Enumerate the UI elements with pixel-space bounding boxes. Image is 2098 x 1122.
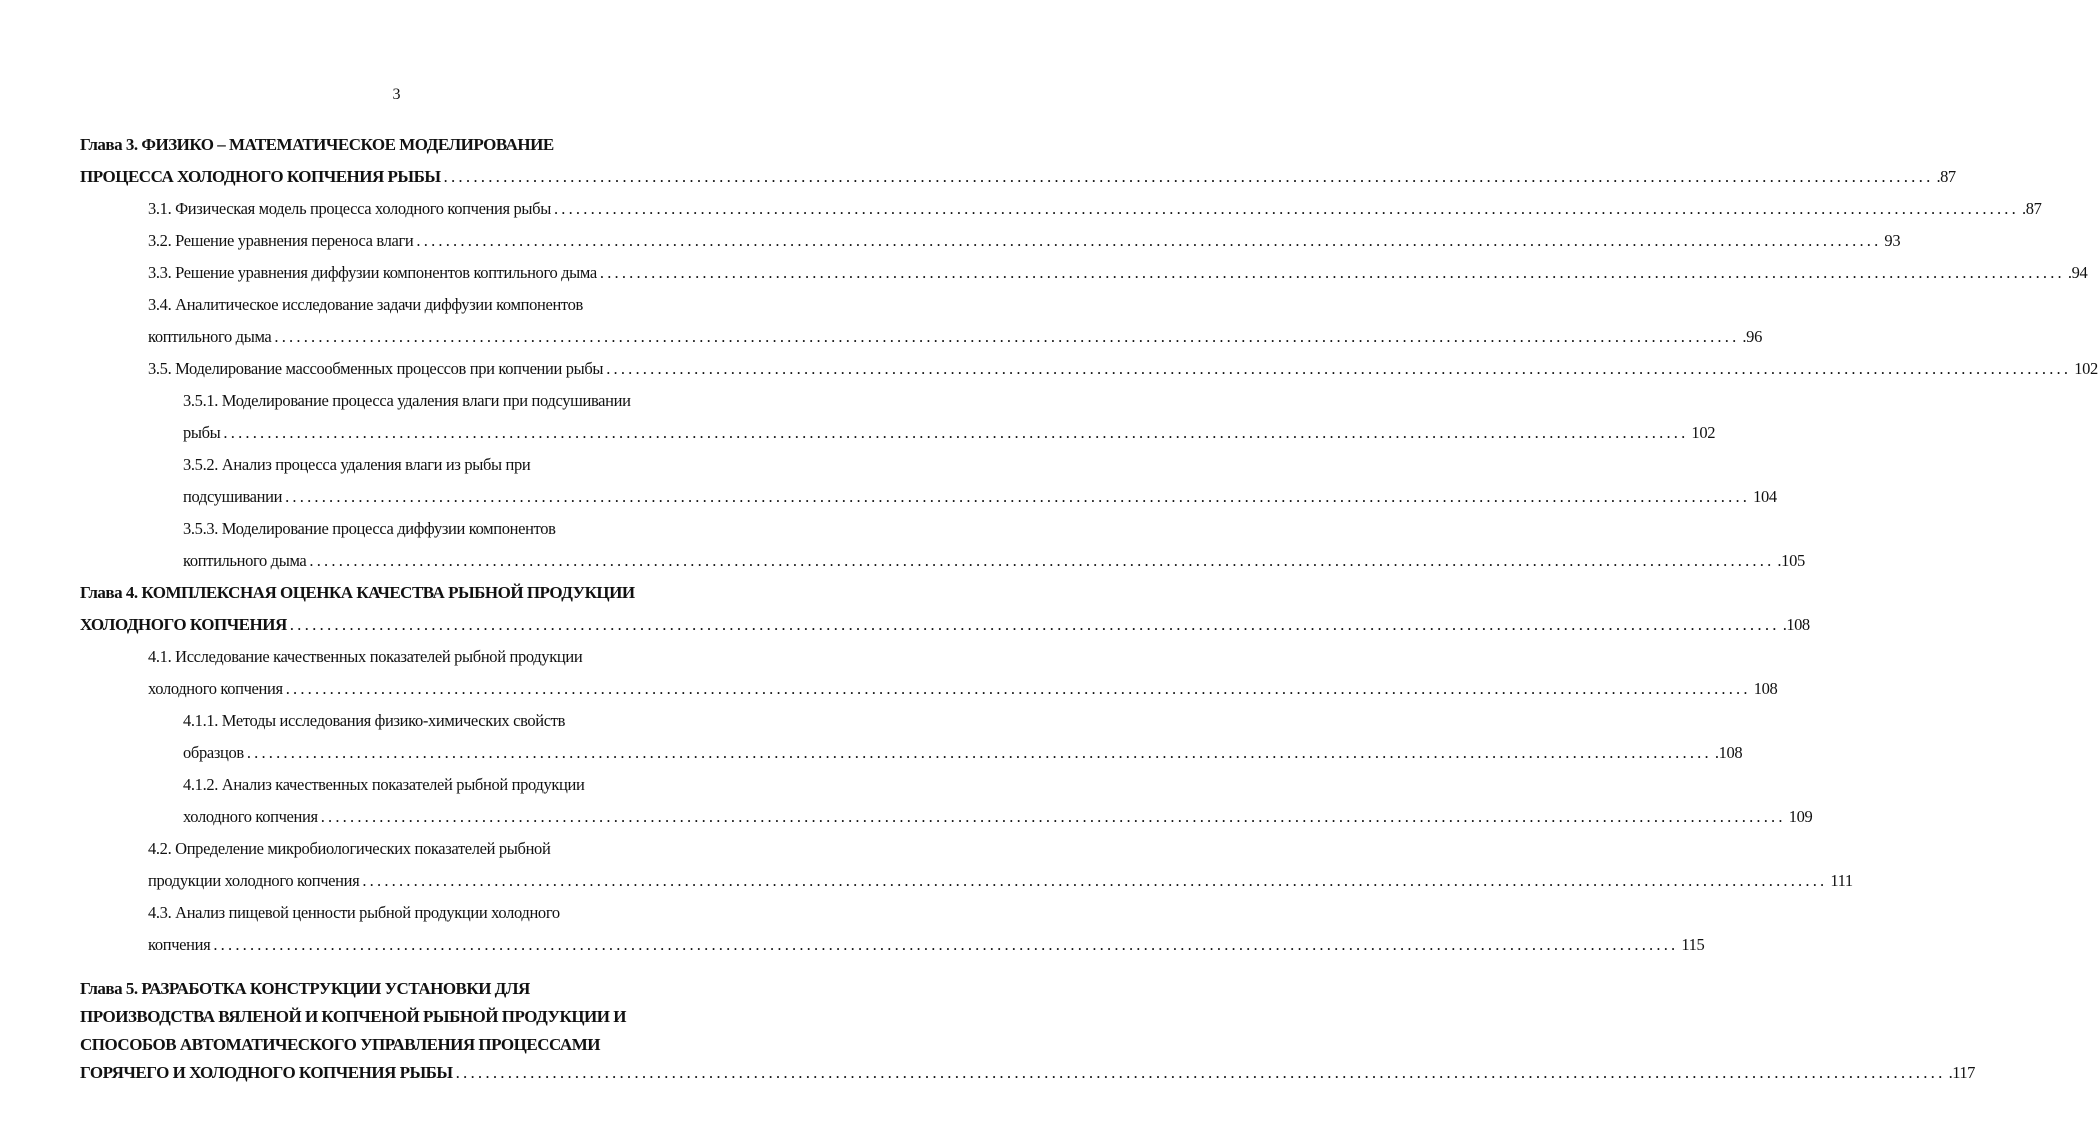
- toc-entry-text: подсушивании: [183, 487, 283, 506]
- toc-section-line: [148, 901, 560, 925]
- toc-entry-text: копчения: [148, 935, 211, 954]
- toc-section-line: [183, 549, 1805, 573]
- toc-section-line: [183, 389, 631, 413]
- toc-entry-text: 3.5. Моделирование массообменных процессов при копчении рыбы: [148, 359, 604, 378]
- dot-leader: ........................................................................................................................................................................................................: [213, 935, 1679, 954]
- toc-entry-text: образцов: [183, 743, 244, 762]
- toc-page-number: .117: [1948, 1063, 1975, 1082]
- dot-leader: ........................................................................................................................................................................................................: [223, 423, 1689, 442]
- toc-section-line: [183, 421, 1716, 445]
- toc-section-line: [183, 741, 1743, 765]
- dot-leader: ........................................................................................................................................................................................................: [599, 263, 2065, 282]
- toc-section-line: [148, 869, 1853, 893]
- toc-chapter-line: [80, 1033, 600, 1057]
- toc-section-line: [183, 485, 1777, 509]
- toc-section-line: [148, 293, 583, 317]
- toc-entry-text: холодного копчения: [148, 679, 283, 698]
- toc-entry-text: Глава 4. КОМПЛЕКСНАЯ ОЦЕНКА КАЧЕСТВА РЫБНОЙ ПРОДУКЦИИ: [80, 583, 635, 602]
- toc-section-line: [183, 773, 584, 797]
- dot-leader: ........................................................................................................................................................................................................: [416, 231, 1882, 250]
- dot-leader: ........................................................................................................................................................................................................: [443, 167, 1934, 186]
- toc-section-line: [148, 229, 1901, 253]
- dot-leader: ........................................................................................................................................................................................................: [309, 551, 1775, 570]
- toc-page-number: .87: [2021, 199, 2042, 218]
- toc-entry-text: 4.1. Исследование качественных показателей рыбной продукции: [148, 647, 583, 666]
- toc-section-line: [148, 197, 2042, 221]
- toc-section-line: [148, 325, 1762, 349]
- dot-leader: ........................................................................................................................................................................................................: [285, 679, 1751, 698]
- toc-section-line: [183, 517, 556, 541]
- toc-section-line: [148, 357, 2098, 381]
- toc-entry-text: 3.5.3. Моделирование процесса диффузии компонентов: [183, 519, 556, 538]
- dot-leader: ........................................................................................................................................................................................................: [455, 1063, 1946, 1082]
- toc-section-line: [148, 837, 550, 861]
- toc-page-number: 102: [1691, 423, 1716, 442]
- toc-entry-text: 4.3. Анализ пищевой ценности рыбной продукции холодного: [148, 903, 560, 922]
- toc-entry-text: ХОЛОДНОГО КОПЧЕНИЯ: [80, 615, 287, 634]
- dot-leader: ........................................................................................................................................................................................................: [553, 199, 2019, 218]
- toc-section-line: [148, 645, 582, 669]
- toc-entry-text: 4.2. Определение микробиологических показателей рыбной: [148, 839, 551, 858]
- toc-section-line: [148, 261, 2088, 285]
- toc-page-number: .87: [1936, 167, 1956, 186]
- toc-entry-text: 3.5.2. Анализ процесса удаления влаги из рыбы при: [183, 455, 531, 474]
- dot-leader: ........................................................................................................................................................................................................: [362, 871, 1828, 890]
- toc-page-number: 115: [1681, 935, 1705, 954]
- toc-chapter-line: [80, 1061, 1975, 1085]
- toc-section-line: [183, 709, 565, 733]
- toc-entry-text: Глава 3. ФИЗИКО – МАТЕМАТИЧЕСКОЕ МОДЕЛИРОВАНИЕ: [80, 135, 554, 154]
- toc-page-number: .108: [1782, 615, 1810, 634]
- toc-entry-text: ГОРЯЧЕГО И ХОЛОДНОГО КОПЧЕНИЯ РЫБЫ: [80, 1063, 453, 1082]
- dot-leader: ........................................................................................................................................................................................................: [320, 807, 1786, 826]
- toc-entry-text: 4.1.2. Анализ качественных показателей рыбной продукции: [183, 775, 585, 794]
- toc-entry-text: 3.5.1. Моделирование процесса удаления влаги при подсушивании: [183, 391, 631, 410]
- toc-page-number: .108: [1714, 743, 1743, 762]
- toc-chapter-line: [80, 581, 635, 605]
- toc-section-line: [183, 453, 530, 477]
- toc-chapter-line: [80, 613, 1810, 637]
- dot-leader: ........................................................................................................................................................................................................: [606, 359, 2072, 378]
- toc-page-number: .94: [2067, 263, 2088, 282]
- toc-entry-text: коптильного дыма: [148, 327, 272, 346]
- toc-page-number: 111: [1830, 871, 1853, 890]
- dot-leader: ........................................................................................................................................................................................................: [289, 615, 1780, 634]
- dot-leader: ........................................................................................................................................................................................................: [246, 743, 1712, 762]
- toc-chapter-line: [80, 133, 554, 157]
- toc-entry-text: 3.1. Физическая модель процесса холодного копчения рыбы: [148, 199, 551, 218]
- toc-entry-text: ПРОЦЕССА ХОЛОДНОГО КОПЧЕНИЯ РЫБЫ: [80, 167, 441, 186]
- toc-entry-text: коптильного дыма: [183, 551, 307, 570]
- toc-page-number: 109: [1788, 807, 1813, 826]
- toc-entry-text: СПОСОБОВ АВТОМАТИЧЕСКОГО УПРАВЛЕНИЯ ПРОЦЕССАМИ: [80, 1035, 600, 1054]
- toc-entry-text: ПРОИЗВОДСТВА ВЯЛЕНОЙ И КОПЧЕНОЙ РЫБНОЙ ПРОДУКЦИИ И: [80, 1007, 626, 1026]
- toc-chapter-line: [80, 165, 1956, 189]
- page-number: 3: [392, 86, 401, 103]
- toc-page-number: 104: [1753, 487, 1777, 506]
- toc-entry-text: 3.4. Аналитическое исследование задачи диффузии компонентов: [148, 295, 583, 314]
- toc-chapter-line: [80, 1005, 626, 1029]
- toc-page-number: 108: [1753, 679, 1778, 698]
- toc-section-line: [148, 677, 1778, 701]
- toc-page-number: 93: [1884, 231, 1901, 250]
- toc-chapter-line: [80, 977, 530, 1001]
- toc-entry-text: холодного копчения: [183, 807, 318, 826]
- toc-section-line: [183, 805, 1813, 829]
- toc-page-number: .105: [1777, 551, 1805, 570]
- toc-entry-text: 3.3. Решение уравнения диффузии компонентов коптильного дыма: [148, 263, 597, 282]
- dot-leader: ........................................................................................................................................................................................................: [274, 327, 1740, 346]
- toc-page-number: .96: [1742, 327, 1762, 346]
- toc-entry-text: 3.2. Решение уравнения переноса влаги: [148, 231, 414, 250]
- toc-entry-text: рыбы: [183, 423, 221, 442]
- toc-page-number: 102: [2074, 359, 2098, 378]
- toc-section-line: [148, 933, 1705, 957]
- dot-leader: ........................................................................................................................................................................................................: [285, 487, 1751, 506]
- toc-entry-text: 4.1.1. Методы исследования физико-химических свойств: [183, 711, 566, 730]
- toc-entry-text: продукции холодного копчения: [148, 871, 360, 890]
- toc-entry-text: Глава 5. РАЗРАБОТКА КОНСТРУКЦИИ УСТАНОВКИ ДЛЯ: [80, 979, 530, 998]
